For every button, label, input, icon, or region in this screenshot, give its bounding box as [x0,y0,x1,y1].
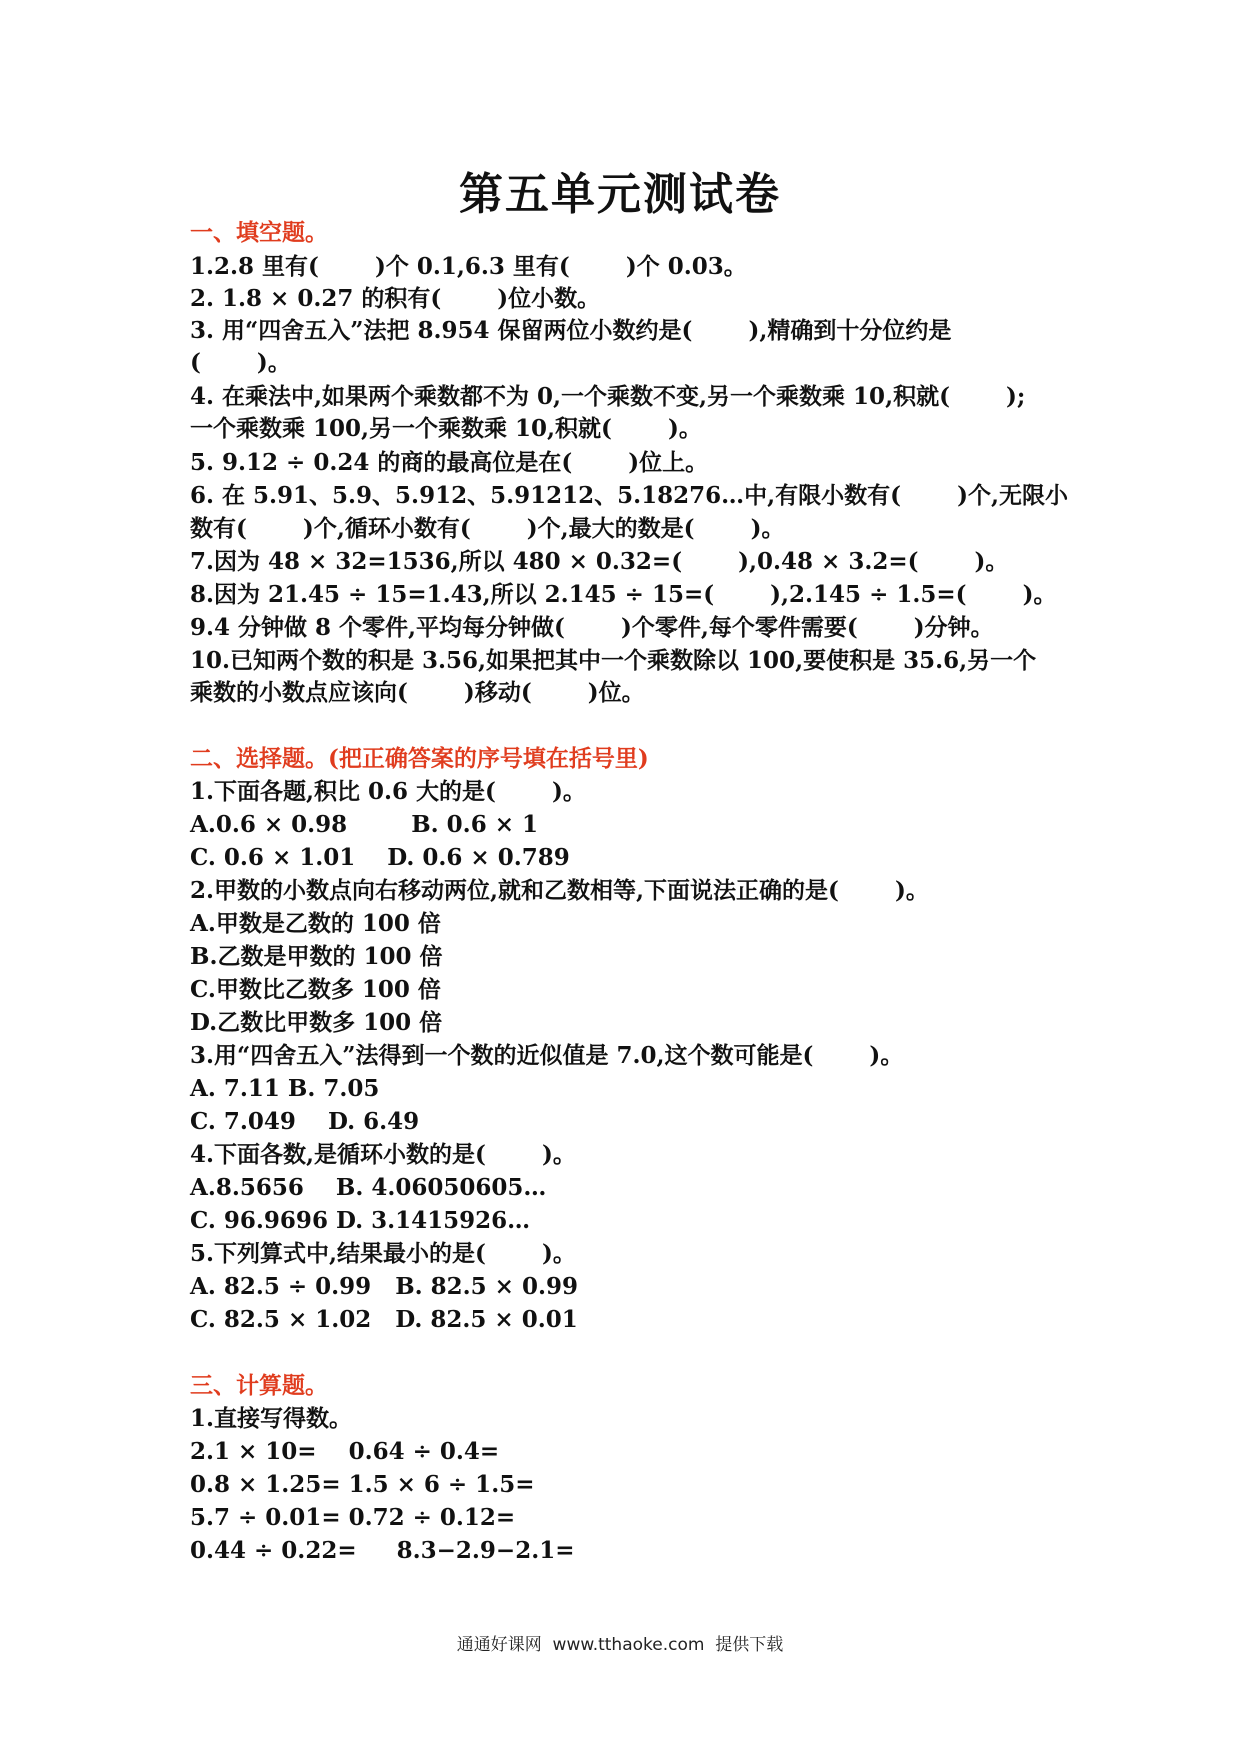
page-title: 第五单元测试卷 [459,169,781,220]
section-3-line: 5.7 ÷ 0.01= 0.72 ÷ 0.12= [190,1504,516,1531]
section-2-line: D.乙数比甲数多 100 倍 [190,1009,443,1036]
section-3-line: 1.直接写得数。 [190,1405,353,1432]
section-1-line: 6. 在 5.91、5.9、5.912、5.91212、5.18276…中,有限小数有( )个,无限小 [190,482,1068,509]
section-1-line: ( )。 [190,349,291,376]
section-2-line: C. 96.9696 D. 3.1415926… [190,1207,531,1234]
section-1-line: 10.已知两个数的积是 3.56,如果把其中一个乘数除以 100,要使积是 35.6,另一个 [190,647,1037,674]
section-2-line: C. 0.6 × 1.01 D. 0.6 × 0.789 [190,844,570,871]
section-1-line: 数有( )个,循环小数有( )个,最大的数是( )。 [190,515,785,542]
section-2-line: A. 7.11 B. 7.05 [190,1075,380,1102]
section-1-line: 乘数的小数点应该向( )移动( )位。 [190,679,645,706]
section-1-line: 4. 在乘法中,如果两个乘数都不为 0,一个乘数不变,另一个乘数乘 10,积就( ); [190,383,1026,410]
section-2-line: C. 7.049 D. 6.49 [190,1108,420,1135]
section-2-line: A. 82.5 ÷ 0.99 B. 82.5 × 0.99 [190,1273,578,1300]
section-3-line: 2.1 × 10= 0.64 ÷ 0.4= [190,1438,500,1465]
section-1-line: 7.因为 48 × 32=1536,所以 480 × 0.32=( ),0.48 × 3.2=( )。 [190,548,1009,575]
section-1-line: 8.因为 21.45 ÷ 15=1.43,所以 2.145 ÷ 15=( ),2.145 ÷ 1.5=( )。 [190,581,1057,608]
section-2-line: 3.用“四舍五入”法得到一个数的近似值是 7.0,这个数可能是( )。 [190,1042,904,1069]
section-1-heading: 一、填空题。 [190,219,328,246]
section-2-line: A.0.6 × 0.98 B. 0.6 × 1 [190,811,538,838]
section-2-line: 5.下列算式中,结果最小的是( )。 [190,1240,576,1267]
section-2-line: 4.下面各数,是循环小数的是( )。 [190,1141,576,1168]
section-3-line: 0.8 × 1.25= 1.5 × 6 ÷ 1.5= [190,1471,535,1498]
section-2-line: C.甲数比乙数多 100 倍 [190,976,441,1003]
section-2-line: 1.下面各题,积比 0.6 大的是( )。 [190,778,586,805]
section-3-line: 0.44 ÷ 0.22= 8.3−2.9−2.1= [190,1537,575,1564]
section-2-line: B.乙数是甲数的 100 倍 [190,943,443,970]
section-1-line: 5. 9.12 ÷ 0.24 的商的最高位是在( )位上。 [190,449,709,476]
section-2-heading: 二、选择题。(把正确答案的序号填在括号里) [190,745,649,772]
section-2-line: A.甲数是乙数的 100 倍 [190,910,441,937]
section-2-line: 2.甲数的小数点向右移动两位,就和乙数相等,下面说法正确的是( )。 [190,877,929,904]
section-1-line: 9.4 分钟做 8 个零件,平均每分钟做( )个零件,每个零件需要( )分钟。 [190,614,994,641]
section-1-line: 2. 1.8 × 0.27 的积有( )位小数。 [190,285,601,312]
section-1-line: 一个乘数乘 100,另一个乘数乘 10,积就( )。 [190,415,702,442]
section-1-line: 1.2.8 里有( )个 0.1,6.3 里有( )个 0.03。 [190,253,747,280]
section-3-heading: 三、计算题。 [190,1372,328,1399]
section-2-line: A.8.5656 B. 4.06050605… [190,1174,547,1201]
section-1-line: 3. 用“四舍五入”法把 8.954 保留两位小数约是( ),精确到十分位约是 [190,317,952,344]
footer-credit: 通通好课网 www.tthaoke.com 提供下载 [456,1635,784,1655]
section-2-line: C. 82.5 × 1.02 D. 82.5 × 0.01 [190,1306,578,1333]
